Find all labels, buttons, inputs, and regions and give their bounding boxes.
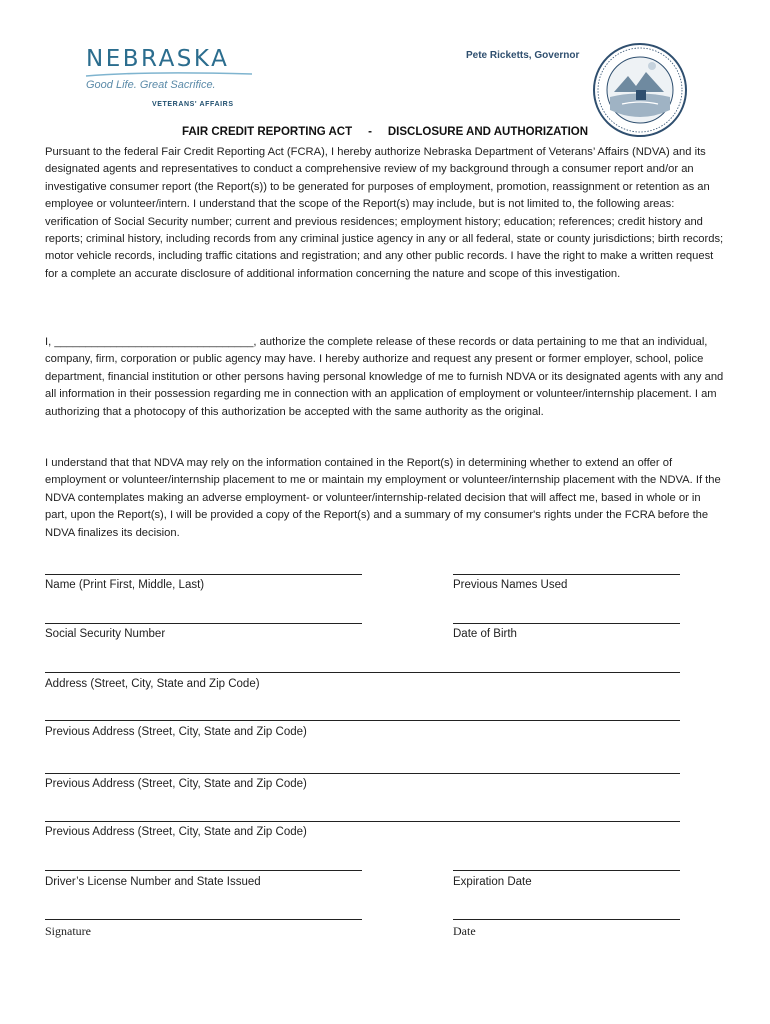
prev-address-1-line[interactable] [45,720,680,721]
prev-address-3-label: Previous Address (Street, City, State and Zip Code) [45,826,307,838]
expiration-line[interactable] [453,870,680,871]
license-label: Driver’s License Number and State Issued [45,876,261,888]
nebraska-logo-word: NEBRASKA [86,46,230,72]
date-label: Date [453,924,476,938]
logo-tagline: Good Life. Great Sacrifice. [86,79,216,91]
prev-address-1-label: Previous Address (Street, City, State and Zip Code) [45,726,307,738]
date-line[interactable] [453,919,680,920]
document-title: FAIR CREDIT REPORTING ACT - DISCLOSURE AND AUTHORIZATION [181,126,589,138]
paragraph-adverse-action: I understand that that NDVA may rely on the information contained in the Report(s) in determining whether to extend an offer of employment or volunteer/internship placement to me or maintain my employment or volunteer/internship placement with the NDVA. If the NDVA contemplates making an adverse employment- or volunteer/internship-related decision that will affect me, based in whole or in part, upon the Report(s), I will be provided a copy of the Report(s) and a summary of my consumer's rights under the FCRA before the NDVA finalizes its decision. [45,457,721,539]
name-label: Name (Print First, Middle, Last) [45,579,205,591]
governor-name: Pete Ricketts, Governor [466,50,580,61]
paragraph-authorization: I, ________________________________, authorize the complete release of these records or data pertaining to me that an individual, company, firm, corporation or public agency may have. I hereby authorize and request any present or former employer, school, police department, financial institution or other persons having personal knowledge of me to furnish NDVA or its designated agents with any and all information in their possession regarding me in connection with an application of employment or volunteer/internship placement. I am authorizing that a photocopy of this authorization be accepted with the same authority as the original. [45,336,724,418]
address-line[interactable] [45,672,680,673]
signature-label: Signature [45,924,91,938]
license-line[interactable] [45,870,362,871]
prev-address-2-line[interactable] [45,773,680,774]
dob-label: Date of Birth [453,628,517,640]
expiration-label: Expiration Date [453,876,532,888]
signature-line[interactable] [45,919,362,920]
dob-line[interactable] [453,623,680,624]
prev-address-2-label: Previous Address (Street, City, State and Zip Code) [45,778,307,790]
logo-department: VETERANS' AFFAIRS [152,101,234,108]
previous-names-line[interactable] [453,574,680,575]
ssn-line[interactable] [45,623,362,624]
prev-address-3-line[interactable] [45,821,680,822]
name-line[interactable] [45,574,362,575]
state-seal-icon [592,42,688,138]
address-label: Address (Street, City, State and Zip Code) [45,678,260,690]
ssn-label: Social Security Number [45,628,166,640]
previous-names-label: Previous Names Used [453,579,568,591]
paragraph-disclosure: Pursuant to the federal Fair Credit Reporting Act (FCRA), I hereby authorize Nebraska Department of Veterans’ Affairs (NDVA) and its designated agents and representatives to conduct a comprehensive review of my background through a consumer report and/or an investigative consumer report (the Report(s)) to be generated for purposes of employment, promotion, reassignment or retention as an employee or volunteer/intern. I understand that the scope of the Report(s) may include, but is not limited to, the following areas: verification of Social Security number; current and previous residences; employment history; education; references; credit history and reports; criminal history, including records from any criminal justice agency in any or all federal, state or county jurisdictions; birth records; motor vehicle records, including traffic citations and registration; and any other public records. I have the right to make a written request for a complete an accurate disclosure of additional information concerning the nature and scope of this investigation. [45,146,724,280]
